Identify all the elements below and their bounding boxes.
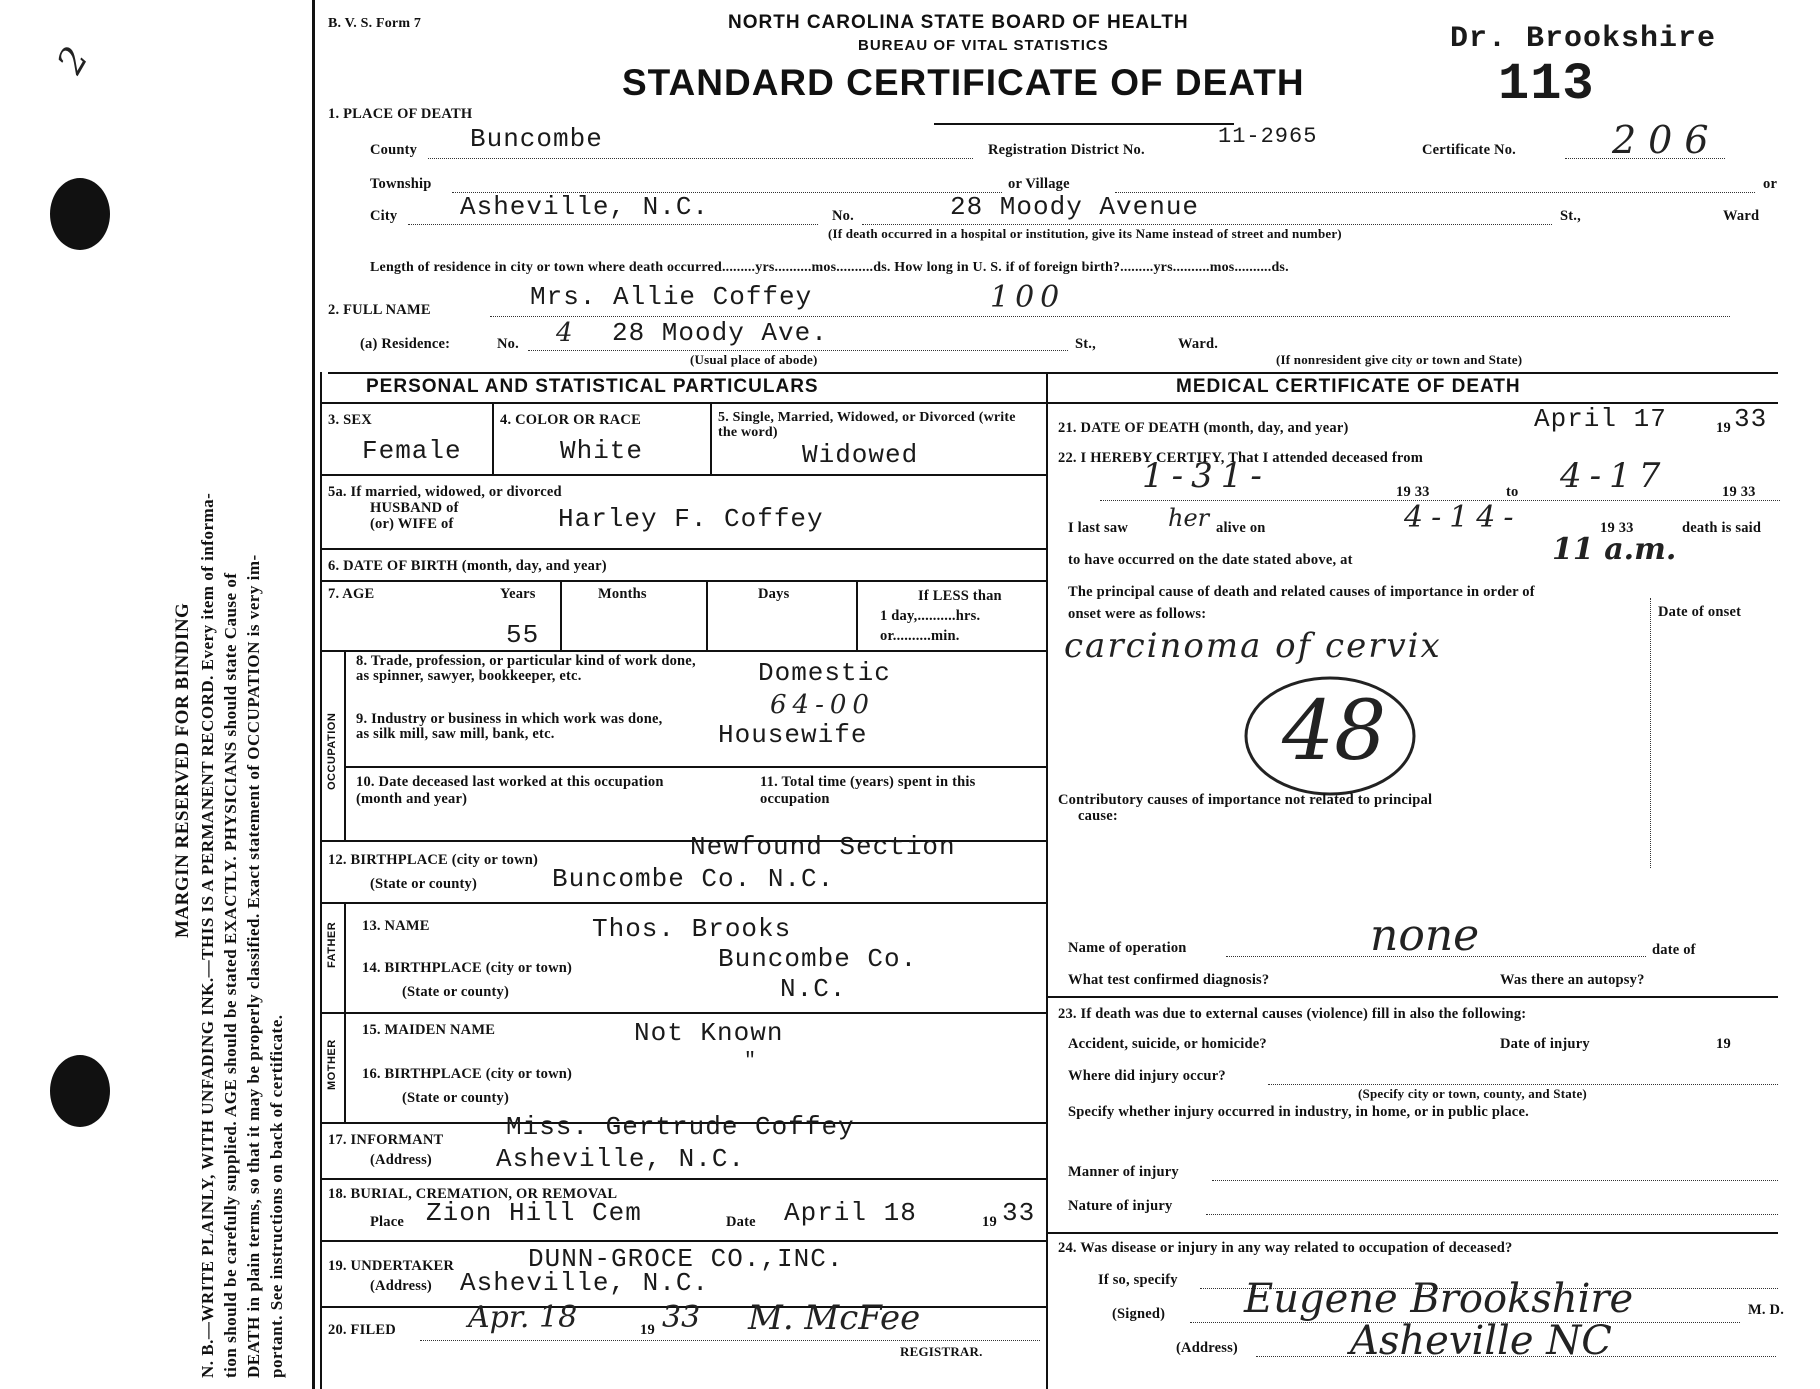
registration-district-label: Registration District No. — [988, 142, 1145, 158]
personal-heading: PERSONAL AND STATISTICAL PARTICULARS — [366, 376, 819, 397]
filed-label: 20. FILED — [328, 1322, 396, 1338]
burial-rule — [320, 1240, 1046, 1242]
informant-address-value: Asheville, N.C. — [496, 1144, 746, 1174]
residence-label: (a) Residence: — [360, 336, 451, 352]
bureau-name: BUREAU OF VITAL STATISTICS — [858, 37, 1109, 54]
full-name-value: Mrs. Allie Coffey — [530, 282, 813, 312]
filed-line — [420, 1340, 1040, 1341]
father-birthplace-state-value: N.C. — [780, 974, 847, 1004]
birthplace-state-value: Buncombe Co. N.C. — [552, 864, 835, 894]
margin-instruction-4: portant. See instructions on back of certificate. — [267, 1014, 286, 1378]
last-saw-label: I last saw — [1068, 520, 1129, 536]
occupation-tab: OCCUPATION — [326, 712, 338, 790]
nonresident-note: (If nonresident give city or town and State) — [1276, 352, 1523, 367]
registrar-label: REGISTRAR. — [900, 1344, 983, 1359]
corner-mark: 2 — [49, 40, 97, 81]
date-of-onset-label: Date of onset — [1658, 604, 1742, 620]
occupation-tab-rule — [344, 650, 346, 840]
dod-label: 21. DATE OF DEATH (month, day, and year) — [1058, 420, 1349, 436]
if-so-label: If so, specify — [1098, 1272, 1178, 1288]
filed-year-value: 33 — [662, 1300, 701, 1335]
last-saw-date: 4-14- — [1404, 500, 1522, 535]
days-label: Days — [758, 586, 790, 602]
where-note: (Specify city or town, county, and State) — [1358, 1086, 1587, 1101]
sex-label: 3. SEX — [328, 412, 372, 428]
undertaker-address-label: (Address) — [370, 1278, 432, 1294]
color-divider — [710, 402, 712, 474]
street-value: 28 Moody Avenue — [950, 192, 1200, 222]
county-value: Buncombe — [470, 124, 603, 154]
contributory-label-2: cause: — [1078, 808, 1118, 824]
injury-date-label: Date of injury — [1500, 1036, 1590, 1052]
street-st-label: St., — [1560, 208, 1581, 224]
full-name-code: 100 — [990, 280, 1066, 315]
burial-place-value: Zion Hill Cem — [426, 1198, 642, 1228]
abode-note: (Usual place of abode) — [690, 352, 818, 367]
residence-st-label: St., — [1075, 336, 1096, 352]
filed-year-prefix: 19 — [640, 1322, 655, 1338]
burial-label: 18. BURIAL, CREMATION, OR REMOVAL — [328, 1186, 618, 1202]
father-name-label: 13. NAME — [362, 918, 430, 934]
informant-address-label: (Address) — [370, 1152, 432, 1168]
attended-from-value: 1-31- — [1142, 456, 1270, 496]
mother-tab: MOTHER — [326, 1039, 338, 1090]
age-value: 55 — [506, 620, 540, 650]
village-label: or Village — [1008, 176, 1070, 192]
external-causes-label: 23. If death was due to external causes (violence) fill in also the following: — [1058, 1006, 1527, 1022]
father-tab: FATHER — [326, 921, 338, 968]
record-number: 113 — [1498, 55, 1595, 114]
operation-date-label: date of — [1652, 942, 1696, 958]
death-said-label: death is said — [1682, 520, 1762, 536]
maiden-name-value: Not Known — [634, 1018, 784, 1048]
attended-to-label: to — [1506, 484, 1519, 500]
cause-label-1: The principal cause of death and related causes of importance in order of — [1068, 584, 1535, 600]
physician-address-label: (Address) — [1176, 1340, 1238, 1356]
last-saw-who: her — [1168, 504, 1210, 532]
residence-line — [528, 350, 1068, 351]
dod-year-value: 33 — [1734, 404, 1768, 434]
operation-line — [1226, 956, 1646, 957]
where-line — [1268, 1084, 1778, 1085]
board-name: NORTH CAROLINA STATE BOARD OF HEALTH — [728, 12, 1189, 33]
village-line — [1115, 192, 1755, 193]
cert-line — [1565, 158, 1725, 159]
occupation-disease-label: 24. Was disease or injury in any way related to occupation of deceased? — [1058, 1240, 1513, 1256]
residence-ward-label: Ward. — [1178, 336, 1219, 352]
name-line — [490, 316, 1730, 317]
attended-from-year: 19 33 — [1396, 484, 1430, 500]
grid-top — [328, 372, 1778, 374]
months-label: Months — [598, 586, 647, 602]
doctor-name: Dr. Brookshire — [1450, 22, 1717, 56]
nature-line — [1206, 1214, 1778, 1215]
maiden-name-label: 15. MAIDEN NAME — [362, 1022, 496, 1038]
binding-margin-label: MARGIN RESERVED FOR BINDING — [172, 602, 193, 938]
undertaker-value: DUNN-GROCE CO.,INC. — [528, 1244, 844, 1274]
dod-value: April 17 — [1534, 404, 1667, 434]
birthplace-state-label: (State or county) — [370, 876, 478, 892]
father-birthplace-label: 14. BIRTHPLACE (city or town) — [362, 960, 573, 976]
cause-label-2: onset were as follows: — [1068, 606, 1207, 622]
age-div-2 — [706, 580, 708, 650]
years-label: Years — [500, 586, 536, 602]
less-than-label: If LESS than — [918, 588, 1002, 604]
title-underline — [934, 123, 1234, 125]
medical-heading: MEDICAL CERTIFICATE OF DEATH — [1176, 376, 1521, 397]
certificate-number-value: 206 — [1612, 118, 1721, 162]
row-12-rule — [320, 902, 1046, 904]
grid-divider — [1046, 372, 1048, 1389]
residence-no-label: No. — [497, 336, 519, 352]
physician-address-value: Asheville NC — [1350, 1318, 1612, 1364]
township-label: Township — [370, 176, 432, 192]
mother-tab-rule — [344, 1012, 346, 1122]
full-name-label: 2. FULL NAME — [328, 302, 431, 318]
informant-label: 17. INFORMANT — [328, 1132, 444, 1148]
city-label: City — [370, 208, 398, 224]
onset-column — [1650, 598, 1651, 868]
contributory-label-1: Contributory causes of importance not related to principal — [1058, 792, 1433, 808]
less-min-label: or..........min. — [880, 628, 960, 644]
address-line — [1256, 1356, 1776, 1357]
cause-code: 48 — [1282, 684, 1387, 779]
burial-place-label: Place — [370, 1214, 405, 1230]
ward-label: Ward — [1723, 208, 1760, 224]
burial-date-label: Date — [726, 1214, 756, 1230]
attended-to-value: 4-17 — [1560, 456, 1669, 496]
age-label: 7. AGE — [328, 586, 375, 602]
city-value: Asheville, N.C. — [460, 192, 710, 222]
signed-label: (Signed) — [1112, 1306, 1166, 1322]
place-section-label: 1. PLACE OF DEATH — [328, 106, 473, 122]
county-label: County — [370, 142, 418, 158]
undertaker-label: 19. UNDERTAKER — [328, 1258, 455, 1274]
dob-label: 6. DATE OF BIRTH (month, day, and year) — [328, 558, 607, 574]
margin-rule — [312, 0, 315, 1389]
spouse-label-2: HUSBAND of — [370, 500, 459, 516]
certify-label: 22. I HEREBY CERTIFY, That I attended deceased from — [1058, 450, 1423, 466]
row-5a-rule — [320, 548, 1046, 550]
attended-to-year: 19 33 — [1722, 484, 1756, 500]
registration-district-value: 11-2965 — [1218, 124, 1318, 149]
trade-code: 64-00 — [770, 690, 875, 720]
father-tab-rule — [344, 902, 346, 1012]
father-birthplace-value: Buncombe Co. — [718, 944, 918, 974]
hospital-note: (If death occurred in a hospital or institution, give its Name instead of street and number) — [828, 226, 1342, 241]
industry-label: 9. Industry or business in which work was done, as silk mill, saw mill, bank, etc. — [356, 711, 663, 742]
manner-label: Manner of injury — [1068, 1164, 1179, 1180]
accident-label: Accident, suicide, or homicide? — [1068, 1036, 1267, 1052]
mother-birthplace-state-label: (State or county) — [402, 1090, 510, 1106]
specify-place-label: Specify whether injury occurred in industry, in home, or in public place. — [1068, 1104, 1529, 1120]
row-7-rule — [320, 650, 1046, 652]
binding-hole-bottom — [50, 1055, 110, 1127]
burial-date-value: April 18 — [784, 1198, 917, 1228]
father-birthplace-state-label: (State or county) — [402, 984, 510, 1000]
burial-year-value: 33 — [1002, 1198, 1036, 1228]
less-day-label: 1 day,..........hrs. — [880, 608, 981, 624]
row-6-rule — [320, 580, 1046, 582]
operation-label: Name of operation — [1068, 940, 1187, 956]
street-number-label: No. — [832, 208, 854, 224]
injury-year-label: 19 — [1716, 1036, 1731, 1052]
color-value: White — [560, 436, 644, 466]
form-number: B. V. S. Form 7 — [328, 16, 422, 31]
test-label: What test confirmed diagnosis? — [1068, 972, 1270, 988]
industry-value: Housewife — [718, 720, 868, 750]
row-9-rule — [344, 766, 1046, 768]
undertaker-address-value: Asheville, N.C. — [460, 1268, 710, 1298]
row-3-rule — [320, 474, 1046, 476]
spouse-label-3: (or) WIFE of — [370, 516, 454, 532]
grid-left — [320, 372, 322, 1389]
age-div-1 — [560, 580, 562, 650]
occurred-at-label: to have occurred on the date stated above, at — [1068, 552, 1353, 568]
spouse-label-1: 5a. If married, widowed, or divorced — [328, 484, 562, 500]
residence-value: 28 Moody Ave. — [612, 318, 828, 348]
city-line — [408, 224, 818, 225]
spouse-value: Harley F. Coffey — [558, 504, 824, 534]
autopsy-label: Was there an autopsy? — [1500, 972, 1645, 988]
margin-instruction-1: N. B.—WRITE PLAINLY, WITH UNFADING INK.—THIS IS A PERMANENT RECORD. Every item of informa- — [198, 492, 217, 1378]
cause-value: carcinoma of cervix — [1064, 626, 1442, 666]
where-injury-label: Where did injury occur? — [1068, 1068, 1226, 1084]
last-saw-year: 19 33 — [1600, 520, 1634, 536]
certificate-number-label: Certificate No. — [1422, 142, 1516, 158]
time-of-death: 11 a.m. — [1552, 532, 1677, 567]
age-div-3 — [856, 580, 858, 650]
mother-birthplace-label: 16. BIRTHPLACE (city or town) — [362, 1066, 573, 1082]
birthplace-value: Newfound Section — [690, 832, 956, 862]
father-name-value: Thos. Brooks — [592, 914, 792, 944]
medical-heading-rule — [1046, 402, 1778, 404]
last-worked-label: 10. Date deceased last worked at this occupation (month and year) — [356, 774, 664, 807]
filed-date-value: Apr. 18 — [468, 1300, 578, 1335]
physician-signature: Eugene Brookshire — [1244, 1276, 1634, 1322]
manner-line — [1212, 1180, 1778, 1181]
trade-label: 8. Trade, profession, or particular kind of work done, as spinner, sawyer, bookkeeper, etc. — [356, 653, 696, 684]
operation-value: none — [1370, 910, 1480, 961]
informant-rule — [320, 1178, 1046, 1180]
binding-hole-top — [50, 178, 110, 250]
marital-value: Widowed — [802, 440, 919, 470]
burial-year-prefix: 19 — [982, 1214, 997, 1230]
father-rule — [320, 1012, 1046, 1014]
test-rule — [1046, 996, 1778, 998]
birthplace-label: 12. BIRTHPLACE (city or town) — [328, 852, 539, 868]
margin-instruction-2: tion should be carefully supplied. AGE should be stated EXACTLY. PHYSICIANS should state Cause of — [221, 572, 240, 1378]
color-label: 4. COLOR OR RACE — [500, 412, 641, 428]
or-label: or — [1763, 176, 1778, 192]
personal-heading-rule — [320, 402, 1046, 404]
residence-no-value: 4 — [556, 318, 573, 348]
county-line — [428, 158, 973, 159]
street-line — [862, 224, 1552, 225]
registrar-signature: M. McFee — [748, 1298, 921, 1338]
margin-instruction-3: DEATH in plain terms, so that it may be properly classified. Exact statement of OCCUPATION is very im- — [244, 554, 263, 1378]
marital-label: 5. Single, Married, Widowed, or Divorced (write the word) — [718, 410, 1016, 440]
informant-value: Miss. Gertrude Coffey — [506, 1112, 855, 1142]
alive-on-label: alive on — [1216, 520, 1266, 536]
md-label: M. D. — [1748, 1302, 1785, 1318]
trade-value: Domestic — [758, 658, 891, 688]
nature-label: Nature of injury — [1068, 1198, 1173, 1214]
sex-value: Female — [362, 436, 462, 466]
mother-birthplace-value: " — [744, 1050, 758, 1073]
residence-length-label: Length of residence in city or town where death occurred.........yrs..........mos..........ds. How long in U. S. if of foreign birth?.........yrs..........mos..........ds. — [370, 260, 1289, 275]
nature-rule — [1046, 1232, 1778, 1234]
sex-divider — [492, 402, 494, 474]
dod-year-prefix: 19 — [1716, 420, 1731, 436]
total-time-label: 11. Total time (years) spent in this occupation — [760, 774, 976, 807]
certificate-title: STANDARD CERTIFICATE OF DEATH — [622, 62, 1305, 103]
